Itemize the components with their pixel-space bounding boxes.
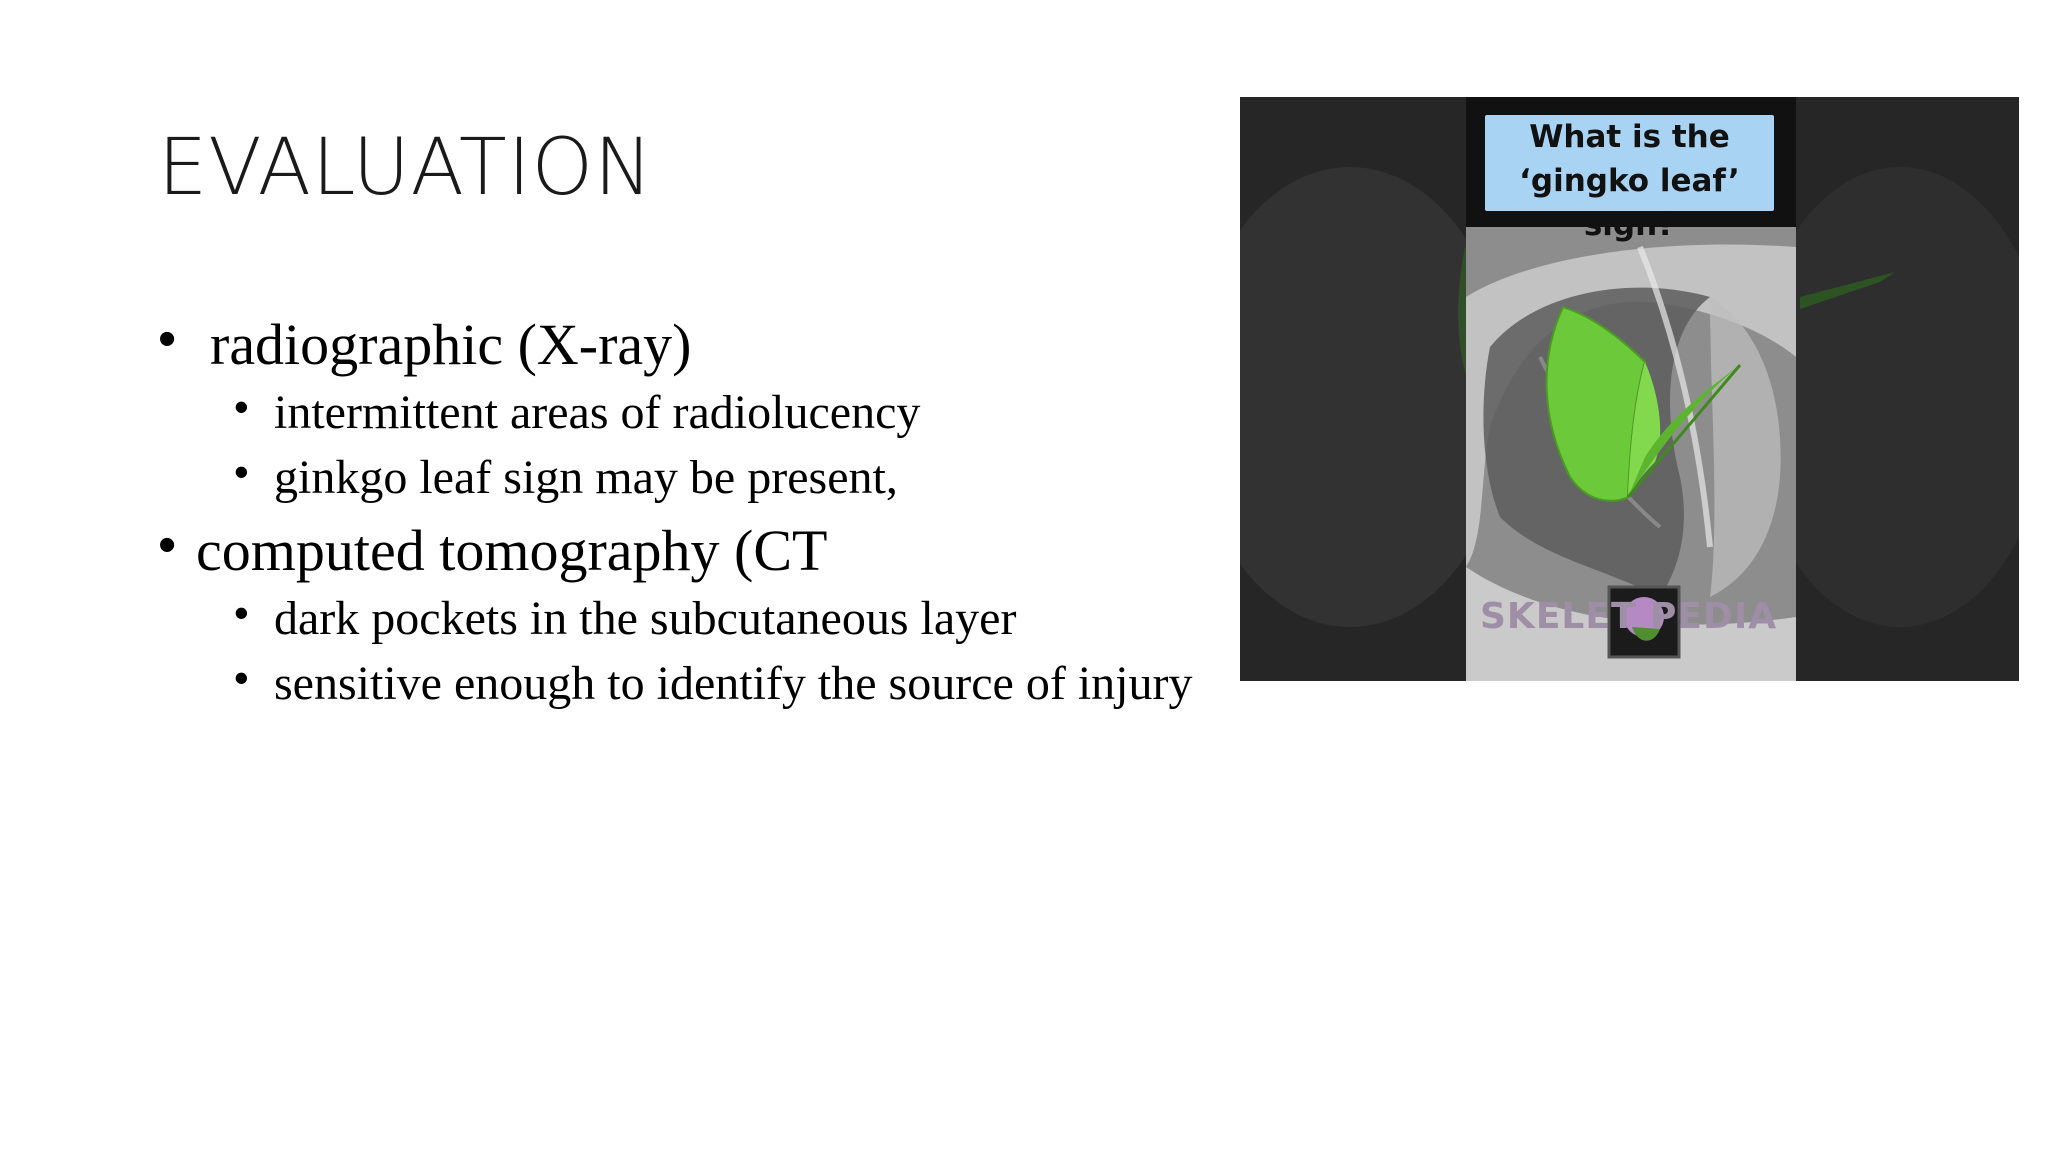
- bullet-icon: •: [158, 310, 177, 368]
- sub-bullet-item: [158, 445, 1192, 510]
- bullet-item-radiographic: [158, 310, 1192, 380]
- slide-title: EVALUATION: [158, 123, 654, 213]
- bullet-item-ct: [158, 516, 1192, 586]
- sub-bullet-text: sensitive enough to identify the source of injury: [274, 656, 1193, 710]
- caption-line: What is the: [1529, 119, 1730, 155]
- bullet-text: radiographic (X-ray): [210, 312, 692, 377]
- bullet-text: computed tomography (CT: [196, 518, 828, 584]
- sub-bullet-item: [158, 380, 1192, 445]
- sub-bullet-item: [158, 586, 1192, 651]
- bullet-list: [158, 310, 1192, 716]
- ginkgo-leaf-xray-image: [1240, 97, 2019, 681]
- bullet-icon: •: [234, 382, 249, 430]
- bullet-icon: •: [234, 447, 249, 495]
- sub-bullet-text: dark pockets in the subcutaneous layer: [274, 591, 1017, 645]
- sub-bullet-item: [158, 651, 1192, 716]
- image-caption: [1485, 115, 1774, 243]
- brand-logo-text: SKELET PEDIA: [1480, 596, 1778, 637]
- bullet-icon: •: [234, 653, 249, 701]
- bullet-icon: •: [158, 516, 177, 575]
- sub-bullet-text: ginkgo leaf sign may be present,: [274, 450, 898, 504]
- sub-bullet-text: intermittent areas of radiolucency: [274, 385, 921, 439]
- bullet-icon: •: [234, 588, 249, 636]
- caption-line: ‘gingko leaf’ sign?: [1519, 163, 1740, 243]
